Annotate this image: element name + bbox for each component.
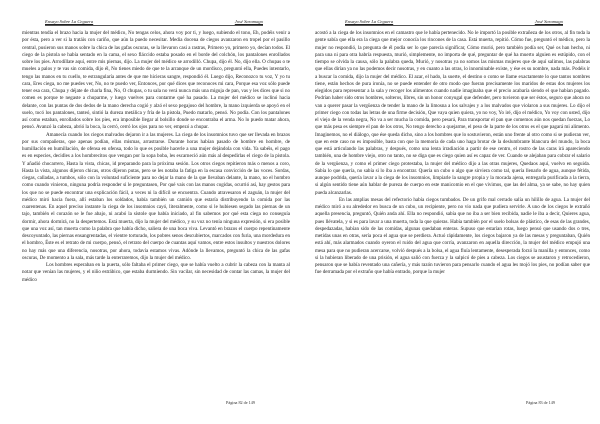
header-author: José Saramago [534,19,563,24]
page-number-label: Página 83 de 149 [526,400,555,405]
paragraph: Los hombres esperaban en la puerta, sólo faltaba el primer ciego, que se había vuelto a cubrir la cabeza con la manta al notar que venían las mujeres, y el niño estrábico, que estaba durmiendo. Sin vacilar, sin necesidad de contar las camas, la mujer del médico [22,262,290,283]
page-number-label: Página 82 de 149 [226,400,255,405]
header-book-title: Ensayo Sobre La Ceguera [345,19,394,24]
header-book-title: Ensayo Sobre La Ceguera [45,19,94,24]
running-header [345,14,563,26]
running-header [45,14,263,26]
header-author: José Saramago [234,19,263,24]
paragraph: En las amplias mesas del refectorio había ciegos tumbados. De un grifo mal cerrado salía un hilillo de agua. La mujer del médico miró a su alrededor en busca de un cubo, un recipiente, pero no vio nada que pudiera servirle. A uno de los ciegos le extrañó aquella presencia, preguntó, Quién anda ahí. Ella no respondió, sabía que no iba a ser bien recibida, nadie le iba a decir, Quieres agua, pues llévatela, y si es para lavar a una muerta, toda la que quieras. Había también por el suelo bolsas de plástico, de esas de las grandes, despedazadas, habían sido de las comidas, algunas quedaban enteras. Supuso que estarían rotas, luego pensó que usando dos o tres, metidas unas en otras, sería poca el agua que se perdiera. Actuó rápidamente, los ciegos bajaron ya de las mesas y preguntaban, Quién está ahí, más alarmados cuando oyeron el ruido del agua que corría, avanzaron en aquella dirección, la mujer del médico empujó una mesa para que no pudieran acercarse, volvió después a la bolsa, el agua fluía lentamente, desesperada forzó la manilla y entonces, como si la hubieran liberado de una prisión, el agua salió con fuerza y la salpicó de pies a cabeza. Los ciegos se asustaron y retrocedieron, pensaron que se había reventado una cañería, y más razón tuvieron para pensarlo cuando el agua les mojó los pies, no podían saber que fue derramada por el extraño que había entrado, porque la mujer [315,196,590,276]
paragraph: Amanecía cuando los ciegos malvados dejaron ir a las mujeres. La ciega de los insomnios tuvo que ser llevada en brazos por sus compañeras, que apenas podían, ellas mismas, arrastrarse. Durante horas habían pasado de hombre en hombre, de humillación en humillación, de ofensa en ofensa, todo lo que es posible hacerle a una mujer dejándola con vida. Ya sabéis, el pago es en especies, decidles a los hombrecitos que vengan por la sopa boba, les escarneció aún más al despedirlas el ciego de la pistola. Y añadió chocarrero, Hasta la vista, chicas, id preparando para la próxima sesión. Los otros ciegos repitieron más o menos a coro, Hasta la vista, algunos dijeron chicas, otros dijeron putas, pero se les notaba la fatiga en la escasa convicción de las voces. Sordas, ciegas, calladas, a tumbos, sólo con la voluntad suficiente para no dejar la mano de la que llevaban delante, la mano, no el hombro como cuando vinieron, ninguna podría responder si le preguntasen, Por qué vais con las manos cogidas, ocurrió así, hay gestos para los que no se puede encontrar una explicación fácil, a veces ni la difícil se encuentra. Cuando atravesaron el zaguán, la mujer del médico miró hacia fuera, allí estaban los soldados, había también un camión que estaría distribuyendo la comida por las cuarentenas. En aquel preciso instante la ciega de los insomnios cayó, literalmente, como si le hubiesen segado las piernas de un tajo, también el corazón se le fue abajo, ni acabó la sístole que había iniciado, al fin sabemos por qué esta ciega no conseguía dormir, ahora dormirá, no la despertemos. Está muerta, dijo la mujer del médico, y su voz no tenía ninguna expresión, si era posible que una voz así, tan muerta como la palabra que había dicho, saliera de una boca viva. Levantó en brazos el cuerpo repentinamente descoyuntado, las piernas ensangrentadas, el vientre torturado, los pobres senos descubiertos, marcados con furia, una mordedura en el hombro, Éste es el retrato de mi cuerpo, pensó, el retrato del cuerpo de cuantas aquí vamos, entre estos insultos y nuestros dolores no hay más que una diferencia, nosotras, por ahora, todavía estamos vivas. Adónde la llevamos, preguntó la chica de las gafas oscuras, De momento a la sala, más tarde la enterraremos, dijo la mujer del médico. [22,131,290,261]
paragraph: acostó a la ciega de los insomnios en el camastro que le había pertenecido. No le importó la posible extrañeza de los otros, al fin toda la gente sabía que ella era la ciega que mejor conocía los rincones de la casa. Está muerta, repitió. Cómo fue, preguntó el médico, pero la mujer no respondió, la pregunta de él podía ser lo que parecía significar, Cómo murió, pero también podía ser, Qué os han hecho, ni para una ni para otra habría respuesta, murió, simplemente, no importa de qué, preguntar de qué ha muerto alguien es estúpido, con el tiempo se olvida la causa, sólo la palabra queda, Murió, y nosotras ya no somos las mismas mujeres que de aquí salimos, las palabras que ellas dirían ya no las podemos decir nosotras, y en cuanto a las otras, lo innominable existe, y ése es su nombre, nada más. Podéis ir a buscar la comida, dijo la mujer del médico. El azar, el hado, la suerte, el destino o como se llame exactamente lo que tantos nombres tiene, están hechos de pura ironía, no se puede entender de otro modo que fueran precisamente los maridos de estas dos mujeres los elegidos para representar a la sala y recoger los alimentos cuando nadie imaginaba que el precio acabaría siendo el que habían pagado. Podrían haber sido otros hombres, solteros, libres, sin un honor conyugal que defender, pero tuvieron que ser éstos, seguro que ahora no van a querer pasar la vergüenza de tender la mano de la limosna a los salvajes y a los malvados que violaron a sus mujeres. Lo dijo el primer ciego con todas las letras de una firme decisión, Que vaya quien quiera, yo no voy, Yo iré, dijo el médico, Yo voy con usted, dijo el viejo de la venda negra, No va a ser mucha la comida, pero pesará, Para transportar el pan que comemos aún nos quedan fuerzas, Lo que más pesa es siempre el pan de los otros, No tengo derecho a quejarme, el peso de la parte de los otros es el que pagará mi alimento. Imaginemos, no el diálogo, que ése queda dicho, sino a los hombres que lo sostuvieron, están uno frente al otro como si se pudieran ver, que en este caso no es imposible, basta con que la memoria de cada uno haga brotar de la deslumbrante blancura del mundo, la boca que está articulando las palabras, y después, como una lenta irradiación a partir de ese centro, el rostro de las caras irá apareciendo también, una de hombre viejo, otro no tanto, no se diga que es ciego quien así es capaz de ver. Cuando se alejaban para cobrar el salario de la vergüenza, y como el primer ciego protestaba, la mujer del médico dijo a las otras mujeres, Quedaos aquí, vuelvo en seguida. Sabía lo que quería, no sabía si lo iba a encontrar. Quería un cubo o algo que sirviera como tal, quería llenarlo de agua, aunque fétida, aunque podrida, quería lavar a la ciega de los insomnios, limpiarle la sangre propia y la mocada ajena, entregarla purificada a la tierra, si algún sentido tiene aún hablar de pureza de cuerpo en este manicomio en el que vivimos, que las del alma, ya se sabe, no hay quien pueda alcanzarlas. [315,30,590,196]
paragraph: mientras tendía el brazo hacia la mujer del médico, No tengas celos, ahora voy por ti, y luego, subiendo el tono, Eh, podéis venir a por ésta, pero a ver si la tratáis con cariño, que aún la puedo necesitar. Media docena de ciegos avanzaron en tropel por el pasillo central, pusieron sus manos sobre la chica de las gafas oscuras, se la llevaron casi a rastras, Primero yo, primero yo, decían todos. El ciego de la pistola se había sentado en la cama, el sexo fláccido estaba posado en el borde del colchón, los pantalones enrollados sobre los pies. Arrodíllate aquí, entre mis piernas, dijo. La mujer del médico se arrodilló. Chupa, dijo él. No, dijo ella. O chupas o te mueles a palos y te vas sin comida, dijo él, No tienes miedo de que te la arranque de un mordisco, preguntó ella, Puedes intentarlo, tengo las manos en tu cuello, te estrangularía antes de que me hicieras sangre, respondió él. Luego dijo, Reconozco tu voz, Y yo tu cara, Eres ciega, no me puedes ver, No, no te puedo ver, Entonces, por qué dices que reconoces mi cara, Porque esa voz sólo puede tener esa cara, Chupa y déjate de charla fina, No, O chupas, o tu sala no verá nunca más una miguja de pan, vas y les dices que si no comen es porque te negaste a chuparme, y luego vuelves para contarme qué ha pasado. La mujer del médico se inclinó hacia delante, con las puntas de dos dedos de la mano derecha cogió y alzó el sexo pegajoso del hombre, la mano izquierda se apoyó en el suelo, tocó los pantalones, tanteó, sintió la dureza metálica y fría de la pistola, Puedo matarlo, pensó. No podía. Con los pantalones así como estaban, enrollados sobre los pies, era imposible llegar al bolsillo donde se encontraba el arma. No lo puedo matar ahora, pensó. Avanzó la cabeza, abrió la boca, la cerró, cerró los ojos para no ver, empezó a chupar. [22,30,290,131]
page-body-text [315,30,590,398]
page-body-text [22,30,290,398]
page-right [300,0,600,424]
